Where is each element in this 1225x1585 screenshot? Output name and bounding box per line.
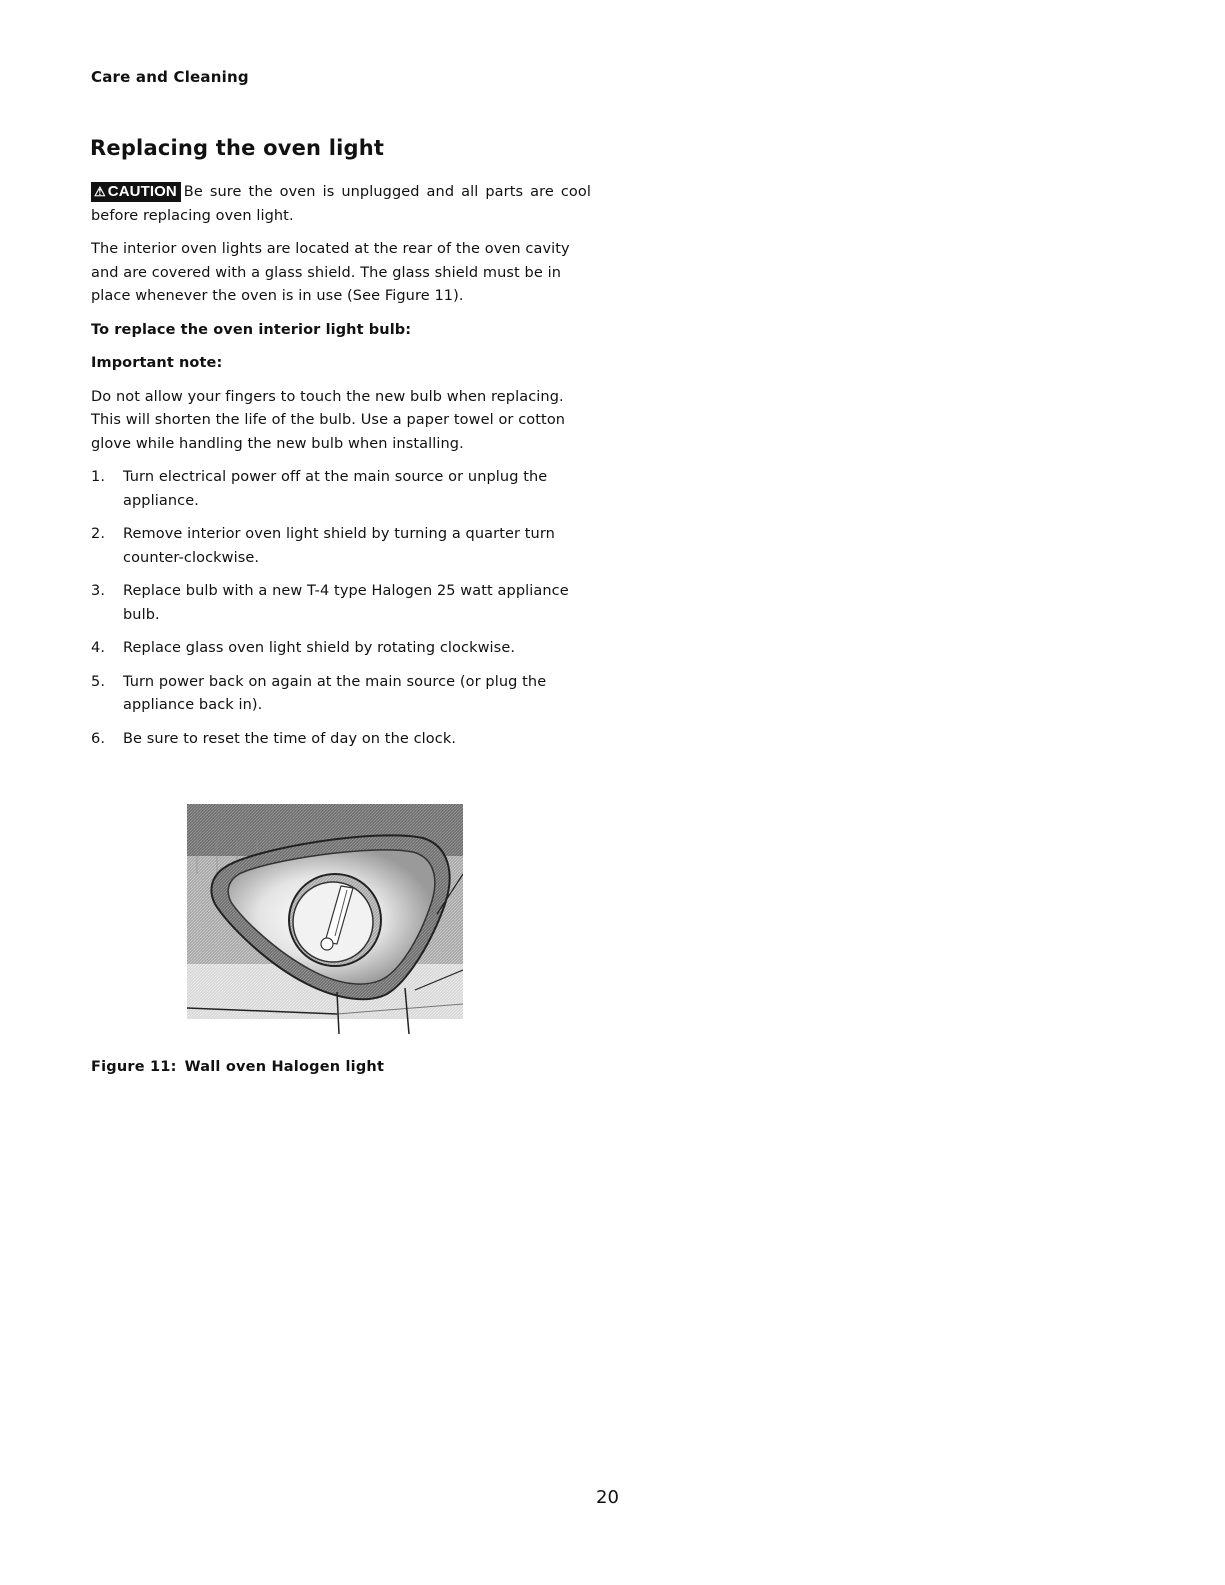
step-number: 5. bbox=[91, 673, 106, 690]
caution-badge bbox=[91, 182, 181, 202]
figure-caption bbox=[91, 1059, 384, 1075]
intro-paragraph: The interior oven lights are located at the rear of the oven cavity and are covered with a glass shield. The glass shield must be in place whenever the oven is in use (See Figure 11). bbox=[91, 241, 570, 304]
page-number: 20 bbox=[596, 1487, 619, 1508]
step-number: 1. bbox=[91, 469, 106, 485]
oven-light-illustration bbox=[187, 804, 463, 1040]
figure-caption-text: Wall oven Halogen light bbox=[184, 1059, 385, 1075]
step-text: Replace glass oven light shield by rotating clockwise. bbox=[123, 640, 516, 656]
step-text: Be sure to reset the time of day on the clock. bbox=[123, 730, 457, 747]
step-item bbox=[91, 580, 591, 627]
step-number: 2. bbox=[91, 526, 106, 542]
step-number: 6. bbox=[91, 730, 106, 747]
step-number: 4. bbox=[91, 640, 106, 656]
step-text: Replace bulb with a new T-4 type Halogen 25 watt appliance bulb. bbox=[123, 583, 569, 623]
caution-badge-label: CAUTION bbox=[107, 183, 177, 200]
caution-text: Be sure the oven is unplugged and all parts are cool before replacing oven light. bbox=[91, 184, 591, 224]
important-note-heading: Important note: bbox=[91, 355, 223, 371]
step-item bbox=[91, 523, 591, 570]
steps-list bbox=[91, 466, 591, 751]
page-title: Replacing the oven light bbox=[90, 136, 385, 160]
figure-label: Figure 11: bbox=[91, 1059, 177, 1075]
step-number: 3. bbox=[91, 583, 106, 599]
step-item bbox=[91, 671, 591, 718]
step-item bbox=[91, 637, 591, 661]
important-note-text: Do not allow your fingers to touch the new bulb when replacing. This will shorten the life of the bulb. Use a paper towel or cotton glove while handling the new bulb when installing. bbox=[91, 388, 566, 452]
content-column bbox=[91, 181, 591, 761]
step-text: Turn electrical power off at the main source or unplug the appliance. bbox=[123, 469, 548, 509]
section-header: Care and Cleaning bbox=[91, 68, 249, 86]
procedure-heading: To replace the oven interior light bulb: bbox=[91, 321, 412, 338]
caution-paragraph bbox=[91, 181, 591, 228]
step-item bbox=[91, 728, 591, 752]
step-text: Turn power back on again at the main source (or plug the appliance back in). bbox=[123, 673, 547, 713]
oven-light-figure bbox=[187, 804, 463, 1040]
warning-triangle-icon: ⚠ bbox=[94, 184, 106, 199]
step-text: Remove interior oven light shield by turning a quarter turn counter-clockwise. bbox=[123, 526, 555, 566]
step-item bbox=[91, 466, 591, 513]
